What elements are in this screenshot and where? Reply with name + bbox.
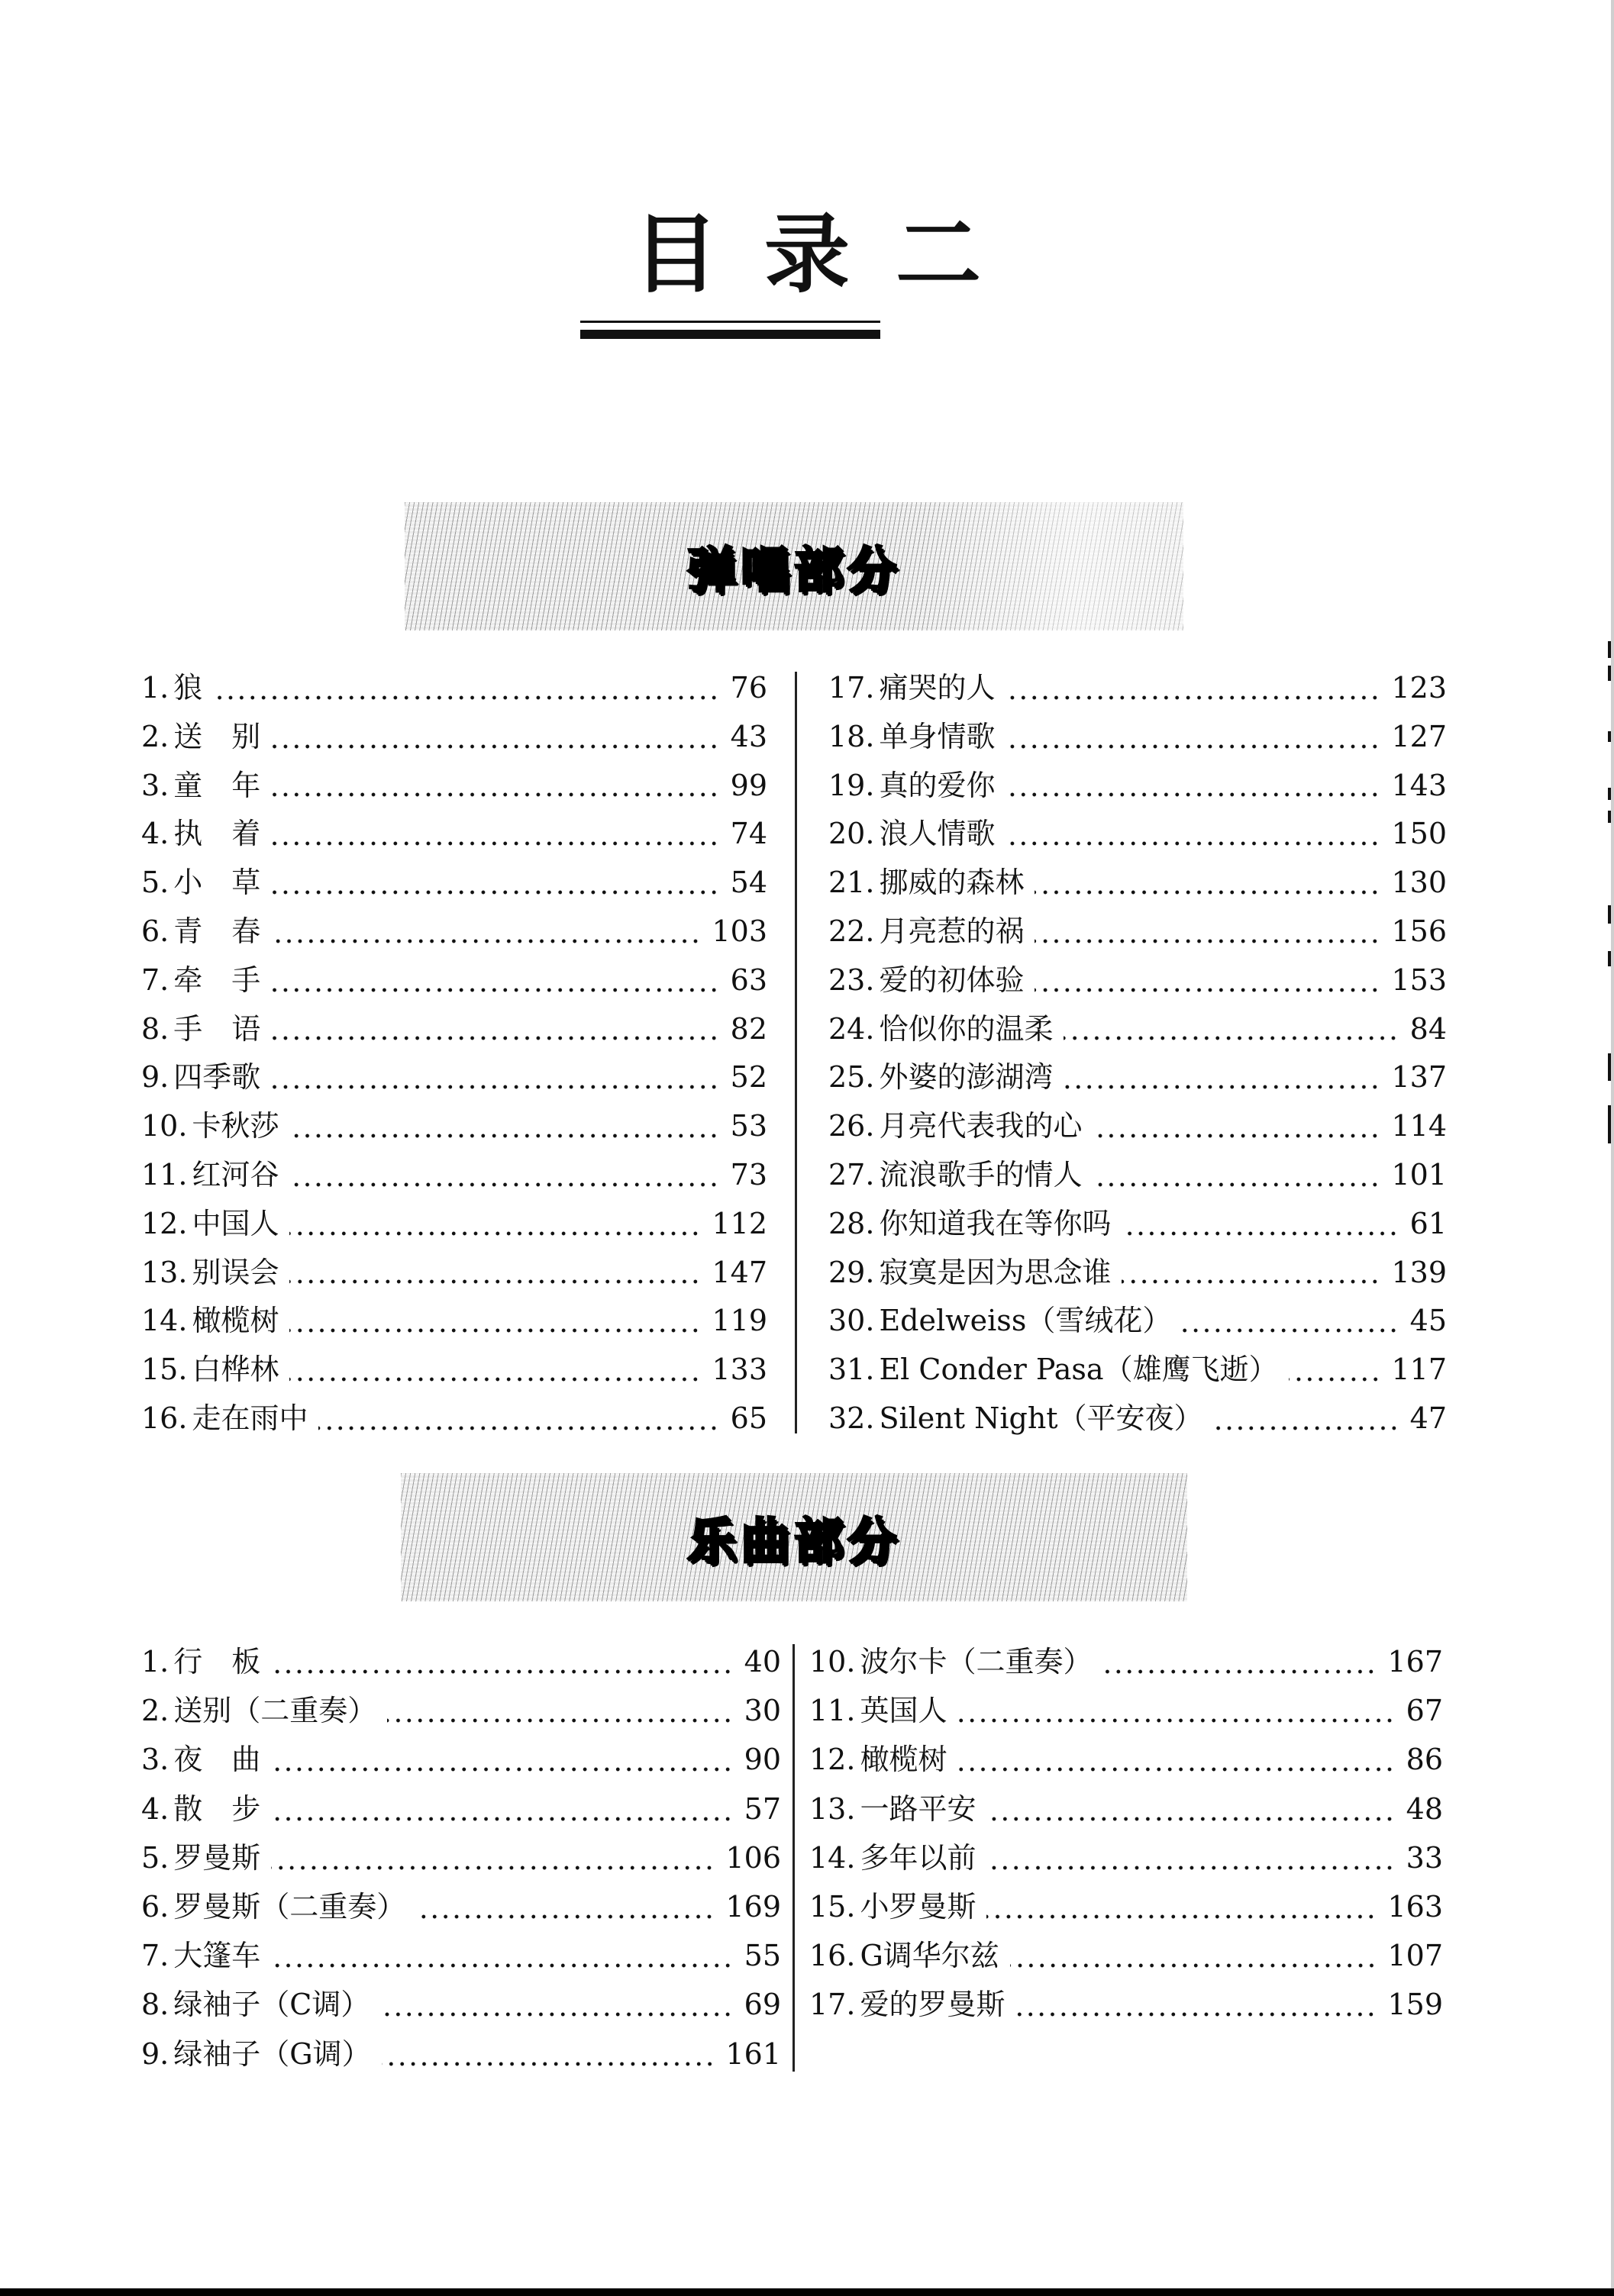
entry-title: 白桦林 xyxy=(192,1353,279,1387)
entry-number: 26. xyxy=(828,1109,875,1143)
entry-page-number: 103 xyxy=(712,914,767,948)
entry-title: 送别（二重奏） xyxy=(173,1694,377,1728)
page-title: 目录二 xyxy=(633,205,1027,305)
dot-leader xyxy=(289,1279,701,1284)
dot-leader xyxy=(289,1328,701,1333)
entry-title: 散 步 xyxy=(173,1791,261,1826)
dot-leader xyxy=(416,1914,715,1919)
toc-entry xyxy=(828,719,1447,771)
section-heading-instrumental: 乐曲部分 xyxy=(687,1514,901,1570)
toc-list xyxy=(828,673,1447,1453)
toc-entry xyxy=(828,1255,1447,1307)
dot-leader xyxy=(271,1817,733,1821)
entry-title: 多年以前 xyxy=(860,1840,976,1875)
entry-title: 真的爱你 xyxy=(879,768,996,802)
entry-number: 17. xyxy=(828,671,875,705)
entry-number: 31. xyxy=(828,1353,875,1387)
toc-entry xyxy=(141,1157,767,1209)
entry-page-number: 112 xyxy=(712,1206,767,1240)
title-underline-thick xyxy=(580,330,880,339)
toc-entry xyxy=(141,1355,767,1404)
toc-entry xyxy=(141,1206,767,1258)
entry-title: 大篷车 xyxy=(173,1939,261,1973)
dot-leader xyxy=(1289,1377,1381,1382)
title-underline-thin xyxy=(580,321,880,323)
dot-leader xyxy=(1093,1182,1380,1187)
entry-page-number: 73 xyxy=(730,1157,767,1192)
entry-title: 橄榄树 xyxy=(192,1304,279,1338)
entry-title: 寂寞是因为思念谁 xyxy=(879,1255,1112,1289)
toc-list xyxy=(809,1647,1443,2040)
entry-page-number: 114 xyxy=(1391,1109,1447,1143)
entry-title: 行 板 xyxy=(173,1645,261,1678)
entry-number: 21. xyxy=(828,866,875,900)
dot-leader xyxy=(1035,988,1380,992)
entry-page-number: 143 xyxy=(1391,768,1447,802)
entry-number: 10. xyxy=(809,1645,856,1678)
toc-entry xyxy=(141,914,767,966)
entry-page-number: 107 xyxy=(1387,1939,1443,1973)
dot-leader xyxy=(213,695,719,700)
entry-number: 16. xyxy=(141,1401,188,1435)
entry-page-number: 33 xyxy=(1406,1840,1443,1875)
entry-number: 22. xyxy=(828,914,875,948)
entry-title: 罗曼斯 xyxy=(173,1840,261,1875)
entry-title: 青 春 xyxy=(173,914,261,948)
entry-number: 14. xyxy=(809,1840,856,1875)
entry-number: 29. xyxy=(828,1255,875,1289)
entry-title: 流浪歌手的情人 xyxy=(879,1157,1083,1192)
entry-number: 8. xyxy=(141,1011,169,1046)
dot-leader xyxy=(1214,1426,1399,1430)
entry-page-number: 139 xyxy=(1391,1255,1447,1289)
dot-leader xyxy=(271,1866,715,1870)
entry-title: 手 语 xyxy=(173,1011,261,1046)
entry-number: 11. xyxy=(809,1694,856,1728)
entry-title: 卡秋莎 xyxy=(192,1109,279,1143)
entry-number: 25. xyxy=(828,1060,875,1095)
dot-leader xyxy=(271,1767,733,1772)
dot-leader xyxy=(1035,939,1380,943)
entry-title: 波尔卡（二重奏） xyxy=(860,1645,1093,1678)
entry-title: 爱的罗曼斯 xyxy=(860,1988,1006,2022)
scan-right-edge xyxy=(1611,0,1614,2296)
entry-title: 痛哭的人 xyxy=(879,671,996,705)
toc-entry xyxy=(141,868,767,917)
toc-entry xyxy=(809,1791,1443,1843)
toc-entry xyxy=(828,1157,1447,1209)
entry-page-number: 48 xyxy=(1406,1791,1443,1826)
entry-number: 13. xyxy=(141,1255,188,1289)
dot-leader xyxy=(271,841,719,846)
toc-entry xyxy=(141,1990,781,2039)
entry-number: 10. xyxy=(141,1109,188,1143)
entry-title: 外婆的澎湖湾 xyxy=(879,1060,1054,1095)
entry-page-number: 65 xyxy=(730,1401,767,1435)
dot-leader xyxy=(271,1963,733,1968)
toc-entry xyxy=(828,963,1447,1014)
dot-leader xyxy=(1010,1963,1377,1968)
toc-entry xyxy=(828,819,1447,868)
entry-number: 28. xyxy=(828,1206,875,1240)
entry-number: 17. xyxy=(809,1988,856,2022)
entry-title: 送 别 xyxy=(173,719,261,753)
toc-entry xyxy=(141,1791,781,1843)
entry-page-number: 40 xyxy=(744,1645,781,1678)
dot-leader xyxy=(271,939,701,943)
dot-leader xyxy=(271,890,719,895)
entry-title: 单身情歌 xyxy=(879,719,996,753)
toc-entry xyxy=(141,1011,767,1063)
entry-title: 四季歌 xyxy=(173,1060,261,1095)
entry-number: 5. xyxy=(141,866,169,900)
entry-page-number: 55 xyxy=(744,1939,781,1973)
entry-title: 月亮惹的祸 xyxy=(879,914,1025,948)
dot-leader xyxy=(1064,1036,1399,1040)
entry-title: 牵 手 xyxy=(173,963,261,997)
dot-leader xyxy=(289,1133,719,1138)
entry-title: 恰似你的温柔 xyxy=(879,1011,1054,1046)
entry-page-number: 156 xyxy=(1391,914,1447,948)
entry-title: 小罗曼斯 xyxy=(860,1889,976,1924)
toc-entry xyxy=(809,1647,1443,1696)
section-banner-singing xyxy=(405,502,1183,630)
entry-page-number: 86 xyxy=(1406,1743,1443,1777)
entry-title: El Conder Pasa（雄鹰飞逝） xyxy=(879,1353,1278,1387)
toc-entry xyxy=(828,914,1447,966)
entry-page-number: 147 xyxy=(712,1255,767,1289)
dot-leader xyxy=(1064,1085,1380,1089)
entry-page-number: 76 xyxy=(730,671,767,705)
toc-entry xyxy=(141,1696,781,1745)
entry-number: 12. xyxy=(809,1743,856,1777)
toc-list xyxy=(141,1647,781,2088)
entry-page-number: 84 xyxy=(1409,1011,1447,1046)
entry-title: 走在雨中 xyxy=(192,1401,308,1435)
entry-page-number: 150 xyxy=(1391,817,1447,851)
entry-page-number: 117 xyxy=(1391,1353,1447,1387)
dot-leader xyxy=(289,1231,701,1236)
entry-title: 红河谷 xyxy=(192,1157,279,1192)
entry-title: 爱的初体验 xyxy=(879,963,1025,997)
toc-list xyxy=(141,673,767,1453)
scan-bottom-edge xyxy=(0,2288,1614,2296)
dot-leader xyxy=(289,1377,701,1382)
entry-title: 绿袖子（C调） xyxy=(173,1988,370,2022)
toc-entry xyxy=(809,1990,1443,2039)
entry-number: 16. xyxy=(809,1939,856,1973)
dot-leader xyxy=(271,744,719,749)
dot-leader xyxy=(957,1767,1395,1772)
toc-entry xyxy=(809,1889,1443,1941)
entry-title: 狼 xyxy=(173,671,203,705)
entry-title: 挪威的森林 xyxy=(879,866,1025,900)
dot-leader xyxy=(1122,1279,1380,1284)
entry-number: 2. xyxy=(141,719,169,753)
column-divider xyxy=(795,672,797,1433)
entry-number: 32. xyxy=(828,1401,875,1435)
toc-column-singing-right xyxy=(828,673,1447,1453)
entry-page-number: 67 xyxy=(1406,1694,1443,1728)
entry-page-number: 69 xyxy=(744,1988,781,2022)
entry-title: 你知道我在等你吗 xyxy=(879,1206,1112,1240)
entry-page-number: 43 xyxy=(730,719,767,753)
entry-page-number: 53 xyxy=(730,1109,767,1143)
toc-entry xyxy=(828,1111,1447,1160)
entry-title: 中国人 xyxy=(192,1206,279,1240)
entry-number: 27. xyxy=(828,1157,875,1192)
entry-number: 15. xyxy=(809,1889,856,1924)
entry-page-number: 54 xyxy=(730,866,767,900)
toc-entry xyxy=(141,1401,767,1453)
entry-page-number: 74 xyxy=(730,817,767,851)
entry-number: 7. xyxy=(141,963,169,997)
toc-entry xyxy=(809,1745,1443,1794)
entry-title: 一路平安 xyxy=(860,1791,976,1826)
dot-leader xyxy=(271,792,719,797)
entry-number: 3. xyxy=(141,1743,169,1777)
entry-number: 2. xyxy=(141,1694,169,1728)
toc-entry xyxy=(828,1401,1447,1453)
entry-page-number: 163 xyxy=(1387,1889,1443,1924)
entry-number: 4. xyxy=(141,1791,169,1826)
dot-leader xyxy=(986,1817,1395,1821)
entry-title: Silent Night（平安夜） xyxy=(879,1401,1203,1435)
entry-title: 绿袖子（G调） xyxy=(173,2036,371,2071)
dot-leader xyxy=(271,1085,719,1089)
entry-page-number: 101 xyxy=(1391,1157,1447,1192)
entry-number: 3. xyxy=(141,768,169,802)
toc-column-instrumental-right xyxy=(809,1647,1443,2040)
entry-number: 18. xyxy=(828,719,875,753)
entry-number: 13. xyxy=(809,1791,856,1826)
entry-number: 1. xyxy=(141,1645,169,1678)
entry-number: 12. xyxy=(141,1206,188,1240)
entry-title: 夜 曲 xyxy=(173,1743,261,1777)
toc-entry xyxy=(141,1306,767,1355)
toc-entry xyxy=(141,1745,781,1794)
dot-leader xyxy=(1122,1231,1399,1236)
toc-entry xyxy=(828,768,1447,820)
dot-leader xyxy=(957,1718,1395,1723)
entry-page-number: 106 xyxy=(725,1840,781,1875)
entry-page-number: 127 xyxy=(1391,719,1447,753)
entry-page-number: 159 xyxy=(1387,1988,1443,2022)
entry-title: 英国人 xyxy=(860,1694,947,1728)
entry-number: 14. xyxy=(141,1304,188,1338)
toc-column-singing-left xyxy=(141,673,767,1453)
entry-title: 执 着 xyxy=(173,817,261,851)
toc-entry xyxy=(141,1111,767,1160)
entry-number: 8. xyxy=(141,1988,169,2022)
toc-entry xyxy=(141,768,767,820)
entry-page-number: 161 xyxy=(725,2036,781,2071)
entry-page-number: 123 xyxy=(1391,671,1447,705)
entry-title: 小 草 xyxy=(173,866,261,900)
dot-leader xyxy=(1093,1133,1380,1138)
entry-page-number: 137 xyxy=(1391,1060,1447,1095)
dot-leader xyxy=(380,2012,733,2017)
entry-page-number: 130 xyxy=(1391,866,1447,900)
entry-page-number: 63 xyxy=(730,963,767,997)
entry-number: 24. xyxy=(828,1011,875,1046)
dot-leader xyxy=(387,1718,733,1723)
toc-entry xyxy=(141,819,767,868)
entry-number: 30. xyxy=(828,1304,875,1338)
toc-entry xyxy=(828,1060,1447,1111)
entry-page-number: 57 xyxy=(744,1791,781,1826)
dot-leader xyxy=(318,1426,719,1430)
dot-leader xyxy=(986,1866,1395,1870)
entry-page-number: 52 xyxy=(730,1060,767,1095)
dot-leader xyxy=(271,1669,733,1674)
entry-page-number: 99 xyxy=(730,768,767,802)
toc-entry xyxy=(828,1206,1447,1258)
entry-title: 童 年 xyxy=(173,768,261,802)
toc-entry xyxy=(809,1840,1443,1892)
dot-leader xyxy=(271,1036,719,1040)
toc-column-instrumental-left xyxy=(141,1647,781,2088)
entry-number: 5. xyxy=(141,1840,169,1875)
entry-title: 罗曼斯（二重奏） xyxy=(173,1889,406,1924)
toc-entry xyxy=(141,1889,781,1941)
toc-entry xyxy=(141,2036,781,2088)
toc-entry xyxy=(141,963,767,1014)
entry-title: G调华尔兹 xyxy=(860,1939,999,1973)
entry-number: 15. xyxy=(141,1353,188,1387)
entry-page-number: 133 xyxy=(712,1353,767,1387)
entry-number: 6. xyxy=(141,1889,169,1924)
entry-number: 9. xyxy=(141,1060,169,1095)
entry-number: 9. xyxy=(141,2036,169,2071)
toc-entry xyxy=(141,1840,781,1892)
column-divider xyxy=(792,1644,795,2072)
toc-entry xyxy=(141,1647,781,1696)
toc-entry xyxy=(141,719,767,771)
dot-leader xyxy=(1102,1669,1377,1674)
dot-leader xyxy=(289,1182,719,1187)
entry-number: 11. xyxy=(141,1157,188,1192)
entry-number: 1. xyxy=(141,671,169,705)
entry-page-number: 47 xyxy=(1409,1401,1447,1435)
banner-fade xyxy=(918,502,1183,630)
toc-entry xyxy=(828,1011,1447,1063)
entry-page-number: 61 xyxy=(1409,1206,1447,1240)
toc-entry xyxy=(141,1255,767,1307)
entry-page-number: 119 xyxy=(712,1304,767,1338)
entry-page-number: 30 xyxy=(744,1694,781,1728)
entry-title: 别误会 xyxy=(192,1255,279,1289)
entry-title: 浪人情歌 xyxy=(879,817,996,851)
entry-page-number: 153 xyxy=(1391,963,1447,997)
entry-page-number: 90 xyxy=(744,1743,781,1777)
dot-leader xyxy=(986,1914,1377,1919)
entry-number: 6. xyxy=(141,914,169,948)
entry-page-number: 169 xyxy=(725,1889,781,1924)
entry-number: 4. xyxy=(141,817,169,851)
entry-page-number: 167 xyxy=(1387,1645,1443,1678)
toc-entry xyxy=(828,673,1447,722)
toc-entry xyxy=(828,1355,1447,1404)
entry-title: Edelweiss（雪绒花） xyxy=(879,1304,1172,1338)
entry-number: 20. xyxy=(828,817,875,851)
section-banner-instrumental xyxy=(401,1473,1187,1601)
dot-leader xyxy=(1182,1328,1399,1333)
entry-page-number: 82 xyxy=(730,1011,767,1046)
dot-leader xyxy=(1006,841,1380,846)
dot-leader xyxy=(271,988,719,992)
toc-entry xyxy=(141,1941,781,1990)
entry-number: 7. xyxy=(141,1939,169,1973)
toc-entry xyxy=(828,1306,1447,1355)
dot-leader xyxy=(1035,890,1380,895)
entry-number: 19. xyxy=(828,768,875,802)
section-heading-singing: 弹唱部分 xyxy=(687,543,901,599)
dot-leader xyxy=(1006,695,1380,700)
toc-entry xyxy=(809,1696,1443,1745)
dot-leader xyxy=(1006,792,1380,797)
dot-leader xyxy=(1006,744,1380,749)
entry-title: 橄榄树 xyxy=(860,1743,947,1777)
dot-leader xyxy=(382,2062,715,2066)
toc-entry xyxy=(141,673,767,722)
dot-leader xyxy=(1015,2012,1377,2017)
toc-entry xyxy=(809,1941,1443,1990)
toc-entry xyxy=(828,868,1447,917)
entry-number: 23. xyxy=(828,963,875,997)
entry-page-number: 45 xyxy=(1409,1304,1447,1338)
toc-entry xyxy=(141,1060,767,1111)
entry-title: 月亮代表我的心 xyxy=(879,1109,1083,1143)
